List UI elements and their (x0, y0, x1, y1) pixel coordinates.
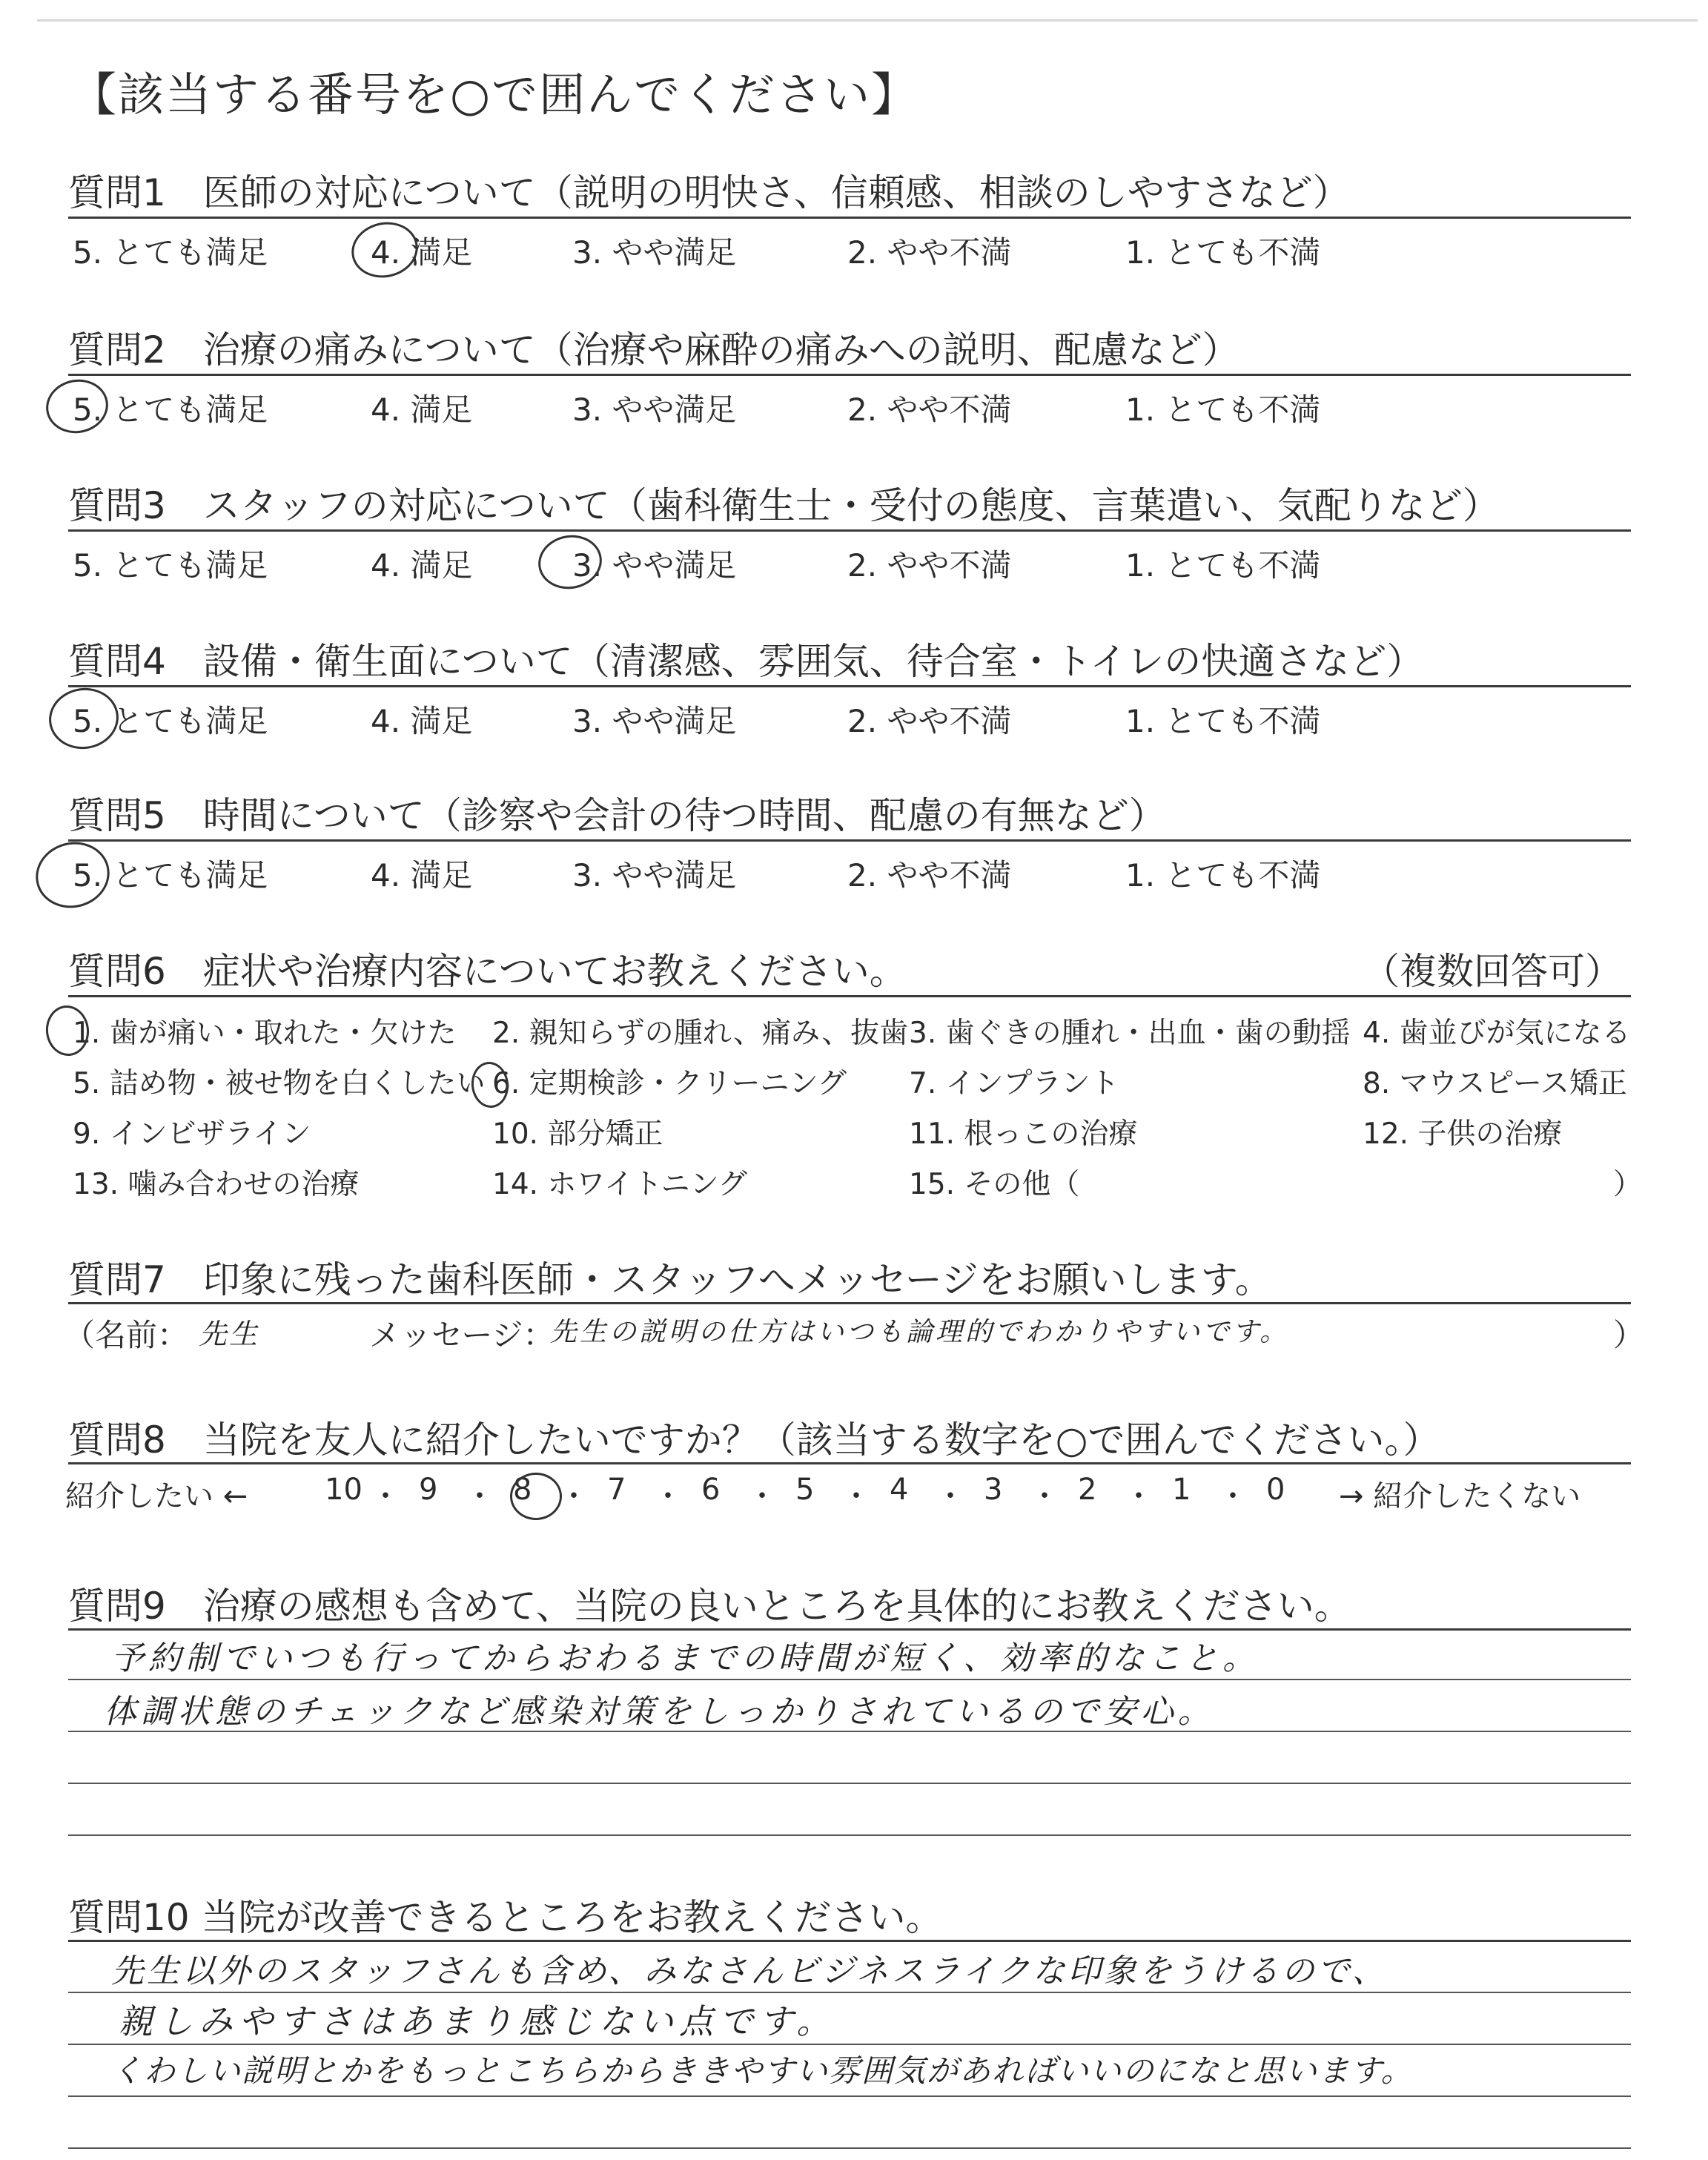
q6-note: （複数回答可） (1363, 950, 1622, 993)
q10-answer-line-1[interactable]: 先生以外のスタッフさんも含め、みなさんビジネスライクな印象をうけるので、 (111, 1952, 1388, 1990)
page-header: 【該当する番号を○で囲んでください】 (70, 67, 919, 122)
q2-opt-1[interactable]: 1. とても不満 (1125, 392, 1321, 428)
q9-rule-3 (68, 1783, 1631, 1784)
q8-divider (68, 1462, 1631, 1464)
q6-opt-15[interactable]: 15. その他（ (909, 1168, 1080, 1201)
q6-opt-12[interactable]: 12. 子供の治療 (1363, 1117, 1563, 1151)
q8-number-5[interactable]: 5 (795, 1473, 815, 1507)
q5-opt-3[interactable]: 3. やや満足 (572, 857, 737, 894)
q4-opt-4[interactable]: 4. 満足 (371, 703, 473, 739)
q6-opt-9[interactable]: 9. インビザライン (73, 1117, 311, 1151)
q1-opt-4[interactable]: 4. 満足 (371, 234, 473, 271)
q8-dot: ・ (1218, 1479, 1248, 1513)
q5-opt-2[interactable]: 2. やや不満 (847, 857, 1012, 894)
q9-rule-2 (68, 1731, 1631, 1732)
q4-opt-3[interactable]: 3. やや満足 (572, 703, 737, 739)
q5-divider (68, 839, 1631, 842)
q2-title: 質問2 治療の痛みについて（治療や麻酔の痛みへの説明、配慮など） (68, 328, 1239, 371)
q4-opt-5[interactable]: 5. とても満足 (73, 703, 268, 739)
q8-dot: ・ (841, 1479, 871, 1513)
q5-selection-circle (29, 834, 116, 916)
q10-rule-3 (68, 2095, 1631, 2097)
q8-number-7[interactable]: 7 (607, 1473, 626, 1507)
q8-number-2[interactable]: 2 (1078, 1473, 1097, 1507)
q9-answer-line-2[interactable]: 体調状態のチェックなど感染対策をしっかりされているので安心。 (104, 1693, 1215, 1731)
q7-message-label: メッセージ： (369, 1317, 555, 1353)
q10-title: 質問10 当院が改善できるところをお教えください。 (68, 1896, 943, 1939)
q6-opt-2[interactable]: 2. 親知らずの腫れ、痛み、抜歯 (492, 1017, 909, 1050)
q5-opt-1[interactable]: 1. とても不満 (1125, 857, 1321, 894)
q6-opt-4[interactable]: 4. 歯並びが気になる (1363, 1017, 1631, 1050)
q4-selection-circle (45, 684, 122, 753)
q6-opt-1[interactable]: 1. 歯が痛い・取れた・欠けた (73, 1017, 457, 1050)
q5-opt-5[interactable]: 5. とても満足 (73, 857, 268, 894)
q8-dot: ・ (936, 1479, 965, 1513)
q3-opt-2[interactable]: 2. やや不満 (847, 547, 1012, 584)
q6-opt-14[interactable]: 14. ホワイトニング (492, 1168, 747, 1201)
q9-rule-4 (68, 1834, 1631, 1836)
q2-divider (68, 374, 1631, 376)
q10-rule-4 (68, 2147, 1631, 2149)
q8-number-4[interactable]: 4 (890, 1473, 909, 1507)
q1-opt-1[interactable]: 1. とても不満 (1125, 234, 1321, 271)
q1-selection-circle (346, 216, 423, 283)
q8-dot: ・ (1030, 1479, 1059, 1513)
q7-name-value[interactable]: 先生 (199, 1318, 260, 1350)
q8-number-10[interactable]: 10 (325, 1473, 363, 1507)
q8-title: 質問8 当院を友人に紹介したいですか？（該当する数字を○で囲んでください。） (68, 1418, 1440, 1462)
q7-title: 質問7 印象に残った歯科医師・スタッフへメッセージをお願いします。 (68, 1258, 1272, 1301)
q8-right-label: → 紹介したくない (1339, 1479, 1581, 1513)
q1-opt-2[interactable]: 2. やや不満 (847, 234, 1012, 271)
q8-dot: ・ (371, 1479, 400, 1513)
q10-answer-line-2[interactable]: 親しみやすさはあまり感じない点です。 (119, 2001, 837, 2041)
q5-title: 質問5 時間について（診察や会計の待つ時間、配慮の有無など） (68, 794, 1166, 837)
q8-dot: ・ (465, 1479, 494, 1513)
q8-dot: ・ (1124, 1479, 1153, 1513)
q6-opt-6[interactable]: 6. 定期検診・クリーニング (492, 1067, 847, 1100)
q9-rule-1 (68, 1679, 1631, 1680)
q2-opt-3[interactable]: 3. やや満足 (572, 392, 737, 428)
q6-other-close: ） (1613, 1168, 1643, 1201)
q8-number-8[interactable]: 8 (513, 1473, 532, 1507)
q10-rule-1 (68, 1992, 1631, 1993)
q6-opt-11[interactable]: 11. 根っこの治療 (909, 1117, 1138, 1151)
q6-opt-3[interactable]: 3. 歯ぐきの腫れ・出血・歯の動揺 (909, 1017, 1351, 1050)
q3-opt-5[interactable]: 5. とても満足 (73, 547, 268, 584)
q7-divider (68, 1302, 1631, 1304)
q8-dot: ・ (559, 1479, 589, 1513)
q3-opt-3[interactable]: 3. やや満足 (572, 547, 737, 584)
q3-divider (68, 529, 1631, 532)
q7-close-paren: ） (1613, 1317, 1645, 1353)
q6-divider (68, 995, 1631, 997)
q4-opt-1[interactable]: 1. とても不満 (1125, 703, 1321, 739)
q9-title: 質問9 治療の感想も含めて、当院の良いところを具体的にお教えください。 (68, 1585, 1351, 1628)
q6-opt-10[interactable]: 10. 部分矯正 (492, 1117, 663, 1151)
q9-answer-line-1[interactable]: 予約制でいつも行ってからおわるまでの時間が短く、効率的なこと。 (111, 1639, 1260, 1677)
q7-message-value[interactable]: 先生の説明の仕方はいつも論理的でわかりやすいです。 (550, 1317, 1290, 1347)
q8-selection-circle (510, 1473, 562, 1520)
q1-divider (68, 217, 1631, 219)
q4-title: 質問4 設備・衛生面について（清潔感、雰囲気、待合室・トイレの快適さなど） (68, 640, 1424, 683)
q2-opt-5[interactable]: 5. とても満足 (73, 392, 268, 428)
q8-dot: ・ (653, 1479, 683, 1513)
q8-number-3[interactable]: 3 (984, 1473, 1003, 1507)
q6-opt-8[interactable]: 8. マウスピース矯正 (1363, 1067, 1627, 1100)
q6-opt-7[interactable]: 7. インプラント (909, 1067, 1119, 1100)
top-border (37, 19, 1698, 22)
q2-opt-4[interactable]: 4. 満足 (371, 392, 473, 428)
q8-number-9[interactable]: 9 (419, 1473, 438, 1507)
q8-number-0[interactable]: 0 (1266, 1473, 1285, 1507)
q10-divider (68, 1940, 1631, 1942)
q7-name-label: （名前： (64, 1317, 189, 1353)
q3-opt-4[interactable]: 4. 満足 (371, 547, 473, 584)
q1-opt-5[interactable]: 5. とても満足 (73, 234, 268, 271)
q9-divider (68, 1628, 1631, 1631)
q10-rule-2 (68, 2044, 1631, 2045)
q3-title: 質問3 スタッフの対応について（歯科衛生士・受付の態度、言葉遣い、気配りなど） (68, 484, 1500, 527)
q6-opt-13[interactable]: 13. 噛み合わせの治療 (73, 1168, 360, 1201)
q4-divider (68, 685, 1631, 687)
q8-number-6[interactable]: 6 (701, 1473, 721, 1507)
q8-number-1[interactable]: 1 (1172, 1473, 1191, 1507)
q6-opt-5[interactable]: 5. 詰め物・被せ物を白くしたい (73, 1067, 486, 1100)
q10-answer-line-3[interactable]: くわしい説明とかをもっとこちらからききやすい雰囲気があればいいのになと思います。 (111, 2052, 1414, 2089)
q1-title: 質問1 医師の対応について（説明の明快さ、信頼感、相談のしやすさなど） (68, 171, 1350, 214)
q2-opt-2[interactable]: 2. やや不満 (847, 392, 1012, 428)
q8-dot: ・ (747, 1479, 777, 1513)
q1-opt-3[interactable]: 3. やや満足 (572, 234, 737, 271)
q5-opt-4[interactable]: 4. 満足 (371, 857, 473, 894)
q6-title: 質問6 症状や治療内容についてお教えください。 (68, 950, 907, 993)
q4-opt-2[interactable]: 2. やや不満 (847, 703, 1012, 739)
q3-opt-1[interactable]: 1. とても不満 (1125, 547, 1321, 584)
q8-left-label: 紹介したい ← (65, 1479, 248, 1513)
